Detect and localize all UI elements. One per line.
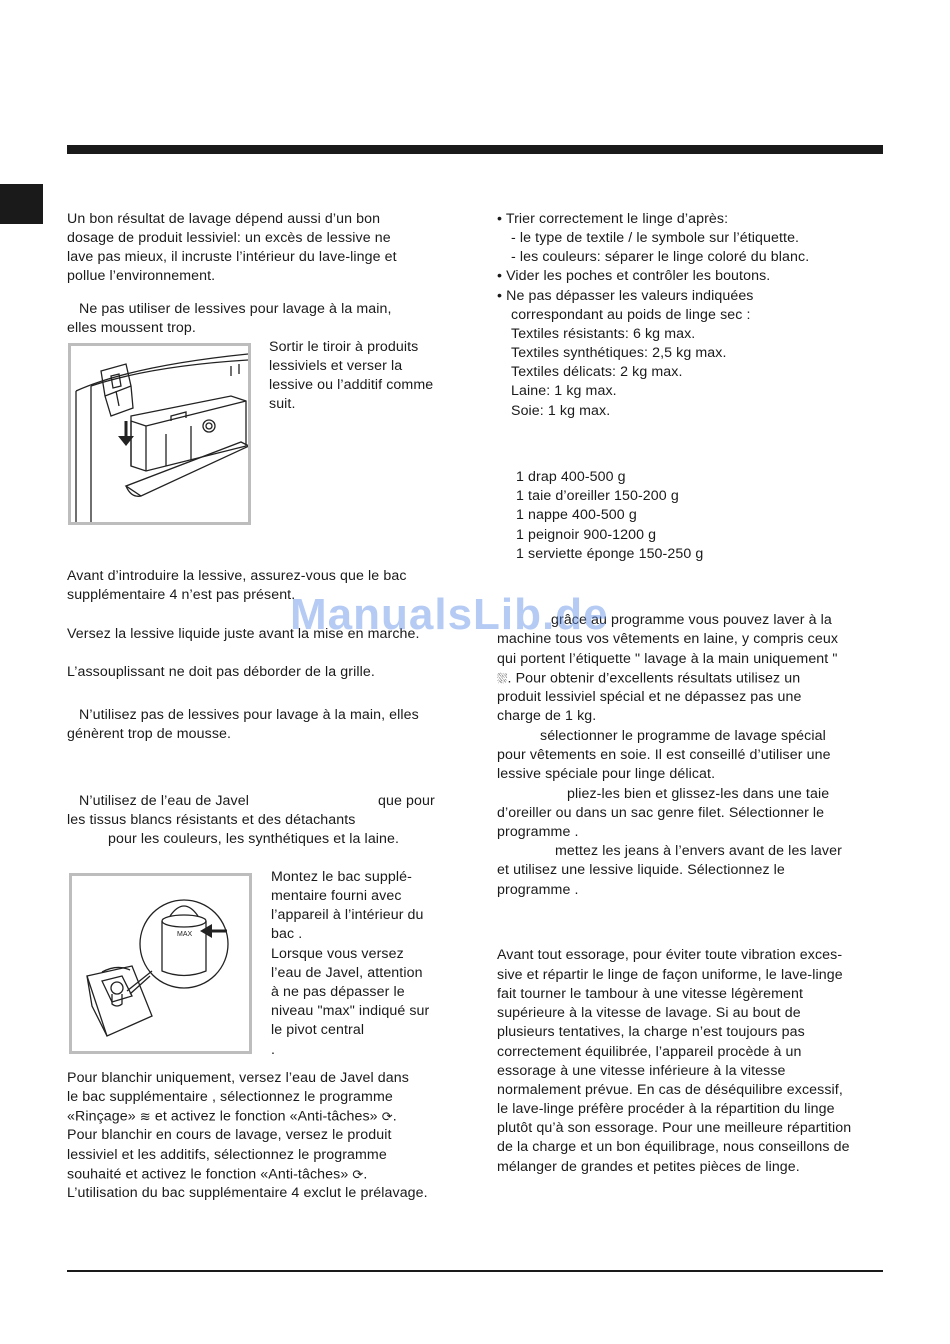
bleach-line-2: le bac supplémentaire , sélectionnez le programme	[67, 1089, 393, 1105]
anti-stain-icon: ⟳	[352, 1167, 364, 1182]
warning-handwash-2: elles moussent trop.	[67, 320, 196, 336]
bleach-line-3b: et activez le fonction «Anti-tâches»	[154, 1108, 378, 1125]
spin-line-9: le lave-linge préfère procéder à la répartition du linge	[497, 1101, 835, 1117]
intro-line-4: pollue l’environnement.	[67, 268, 216, 284]
wool-line-1: grâce au programme vous pouvez laver à la	[551, 612, 832, 628]
javel-line-3: pour les couleurs, les synthétiques et la laine.	[108, 831, 400, 847]
weight-bullet-2: correspondant au poids de linge sec :	[511, 307, 751, 323]
sort-colors: - les couleurs: séparer le linge coloré du blanc.	[511, 249, 810, 265]
weight-bullet: • Ne pas dépasser les valeurs indiquées	[497, 288, 754, 304]
warning-foam-2: génèrent trop de mousse.	[67, 726, 232, 742]
sort-bullet: • Trier correctement le linge d’après:	[497, 211, 729, 227]
spin-line-2: sive et répartir le linge de façon uniforme, le lave-linge	[497, 967, 843, 983]
bac-text-1: Montez le bac supplé-	[271, 869, 412, 885]
javel-line-1b: que pour	[378, 793, 435, 809]
spin-line-3: fait tourner le tambour à une vitesse légèrement	[497, 986, 804, 1002]
intro-line-1: Un bon résultat de lavage dépend aussi d’un bon	[67, 211, 381, 227]
weight-resistant: Textiles résistants: 6 kg max.	[511, 326, 696, 342]
anti-stain-icon: ⟳	[381, 1109, 393, 1124]
hand-wash-icon: ⛆	[497, 671, 508, 686]
curtains-line-2: d’oreiller ou dans un sac genre filet. Sélectionner le	[497, 805, 825, 821]
weight-silk: Soie: 1 kg max.	[511, 403, 611, 419]
silk-line-1: sélectionner le programme de lavage spécial	[540, 728, 826, 744]
bac-text-2: mentaire fourni avec	[271, 888, 402, 904]
weight-item-sheet: 1 drap 400-500 g	[516, 469, 626, 485]
spin-line-1: Avant tout essorage, pour éviter toute vibration exces-	[497, 947, 843, 963]
warning-handwash-1: Ne pas utiliser de lessives pour lavage à la main,	[79, 301, 392, 317]
footer-rule	[67, 1270, 883, 1272]
warning-foam-1: N’utilisez pas de lessives pour lavage à la main, elles	[79, 707, 419, 723]
weight-item-tablecloth: 1 nappe 400-500 g	[516, 507, 637, 523]
jeans-line-1: mettez les jeans à l’envers avant de les laver	[555, 843, 842, 859]
spin-line-4: supérieure à la vitesse de lavage. Si au bout de	[497, 1005, 801, 1021]
spin-line-8: normalement prévue. En cas de déséquilibre excessif,	[497, 1082, 843, 1098]
bac-text-7: à ne pas dépasser le	[271, 984, 405, 1000]
bleach-line-3: «Rinçage» ≋ et activez le fonction «Anti-tâches» ⟳.	[67, 1108, 397, 1125]
curtains-line-1: pliez-les bien et glissez-les dans une taie	[567, 786, 830, 802]
curtains-line-3: programme .	[497, 824, 579, 840]
svg-text:MAX: MAX	[177, 931, 193, 938]
intro-line-2: dosage de produit lessiviel: un excès de lessive ne	[67, 230, 391, 246]
spin-line-10: plutôt qu’à son essorage. Pour une meilleure répartition	[497, 1120, 852, 1136]
bac-text-6: l’eau de Javel, attention	[271, 965, 423, 981]
spin-line-11: de la charge et un bon équilibrage, nous conseillons de	[497, 1139, 850, 1155]
wool-line-2: machine tous vos vêtements en laine, y compris ceux	[497, 631, 839, 647]
watermark: ManualsLib.de	[290, 590, 609, 639]
bac-text-3: l’appareil à l’intérieur du	[271, 907, 424, 923]
javel-line-2: les tissus blancs résistants et des détachants	[67, 812, 356, 828]
header-rule	[67, 145, 883, 154]
bac-text-5: Lorsque vous versez	[271, 946, 404, 962]
bac-text-8: niveau "max" indiqué sur	[271, 1003, 430, 1019]
drawer-illustration-icon	[71, 346, 248, 522]
silk-line-2: pour vêtements en soie. Il est conseillé d’utiliser une	[497, 747, 831, 763]
bac-text-10: .	[271, 1042, 276, 1058]
weight-wool: Laine: 1 kg max.	[511, 383, 617, 399]
javel-line-1a: N’utilisez de l’eau de Javel	[79, 793, 249, 809]
bac-text-9: le pivot central	[271, 1022, 365, 1038]
weight-item-bathrobe: 1 peignoir 900-1200 g	[516, 527, 657, 543]
jeans-line-2: et utilisez une lessive liquide. Sélectionnez le	[497, 862, 785, 878]
drawer-text-2: lessiviels et verser la	[269, 358, 403, 374]
bleach-cup-illustration-icon	[72, 876, 249, 1051]
pockets-bullet: • Vider les poches et contrôler les boutons.	[497, 268, 771, 284]
drawer-text-3: lessive ou l’additif comme	[269, 377, 434, 393]
drawer-text-4: suit.	[269, 396, 296, 412]
detergent-drawer-figure	[68, 343, 251, 525]
wool-line-3: qui portent l’étiquette " lavage à la main uniquement "	[497, 651, 838, 667]
wool-line-6: charge de 1 kg.	[497, 708, 597, 724]
bac4-line-1: Avant d’introduire la lessive, assurez-vous que le bac	[67, 568, 407, 584]
drawer-text-1: Sortir le tiroir à produits	[269, 339, 419, 355]
jeans-line-3: programme .	[497, 882, 579, 898]
liquid-detergent-text: Versez la lessive liquide juste avant la mise en marche.	[67, 626, 420, 642]
bac4-line-2: supplémentaire 4 n’est pas présent.	[67, 587, 296, 603]
intro-line-3: lave pas mieux, il incruste l’intérieur du lave-linge et	[67, 249, 397, 265]
wool-line-4	[497, 669, 800, 689]
bleach-line-3a: «Rinçage»	[67, 1108, 136, 1125]
spin-line-7: essorage à une vitesse inférieure à la vitesse	[497, 1063, 786, 1079]
weight-item-pillowcase: 1 taie d’oreiller 150-200 g	[516, 488, 679, 504]
spin-line-5: plusieurs tentatives, la charge n’est toujours pas	[497, 1024, 805, 1040]
wool-line-5: produit lessiviel spécial et ne dépassez pas une	[497, 689, 802, 705]
bleach-container-figure	[69, 873, 252, 1054]
bleach-line-1: Pour blanchir uniquement, versez l’eau de Javel dans	[67, 1070, 409, 1086]
bleach-line-4: Pour blanchir en cours de lavage, versez le produit	[67, 1127, 392, 1143]
silk-line-3: lessive spéciale pour linge délicat.	[497, 766, 716, 782]
spin-line-6: correctement équilibrée, l’appareil procède à un	[497, 1044, 802, 1060]
bleach-line-6: souhaité et activez le fonction «Anti-tâches» ⟳.	[67, 1166, 368, 1183]
bleach-line-5: lessiviel et les additifs, sélectionnez le programme	[67, 1147, 387, 1163]
weight-delicate: Textiles délicats: 2 kg max.	[511, 364, 683, 380]
bleach-line-6a: souhaité et activez le fonction «Anti-tâches»	[67, 1166, 349, 1183]
spin-line-12: mélanger de grandes et petites pièces de linge.	[497, 1159, 800, 1175]
rinse-icon: ≋	[139, 1109, 151, 1124]
softener-text: L’assouplissant ne doit pas déborder de la grille.	[67, 664, 375, 680]
bac-text-4: bac .	[271, 926, 303, 942]
section-tab-marker	[0, 184, 43, 224]
wool-line-4-text: . Pour obtenir d’excellents résultats utilisez un	[507, 670, 801, 687]
weight-item-towel: 1 serviette éponge 150-250 g	[516, 546, 704, 562]
bleach-line-7: L’utilisation du bac supplémentaire 4 exclut le prélavage.	[67, 1185, 428, 1201]
weight-synthetic: Textiles synthétiques: 2,5 kg max.	[511, 345, 727, 361]
sort-textile: - le type de textile / le symbole sur l’étiquette.	[511, 230, 800, 246]
